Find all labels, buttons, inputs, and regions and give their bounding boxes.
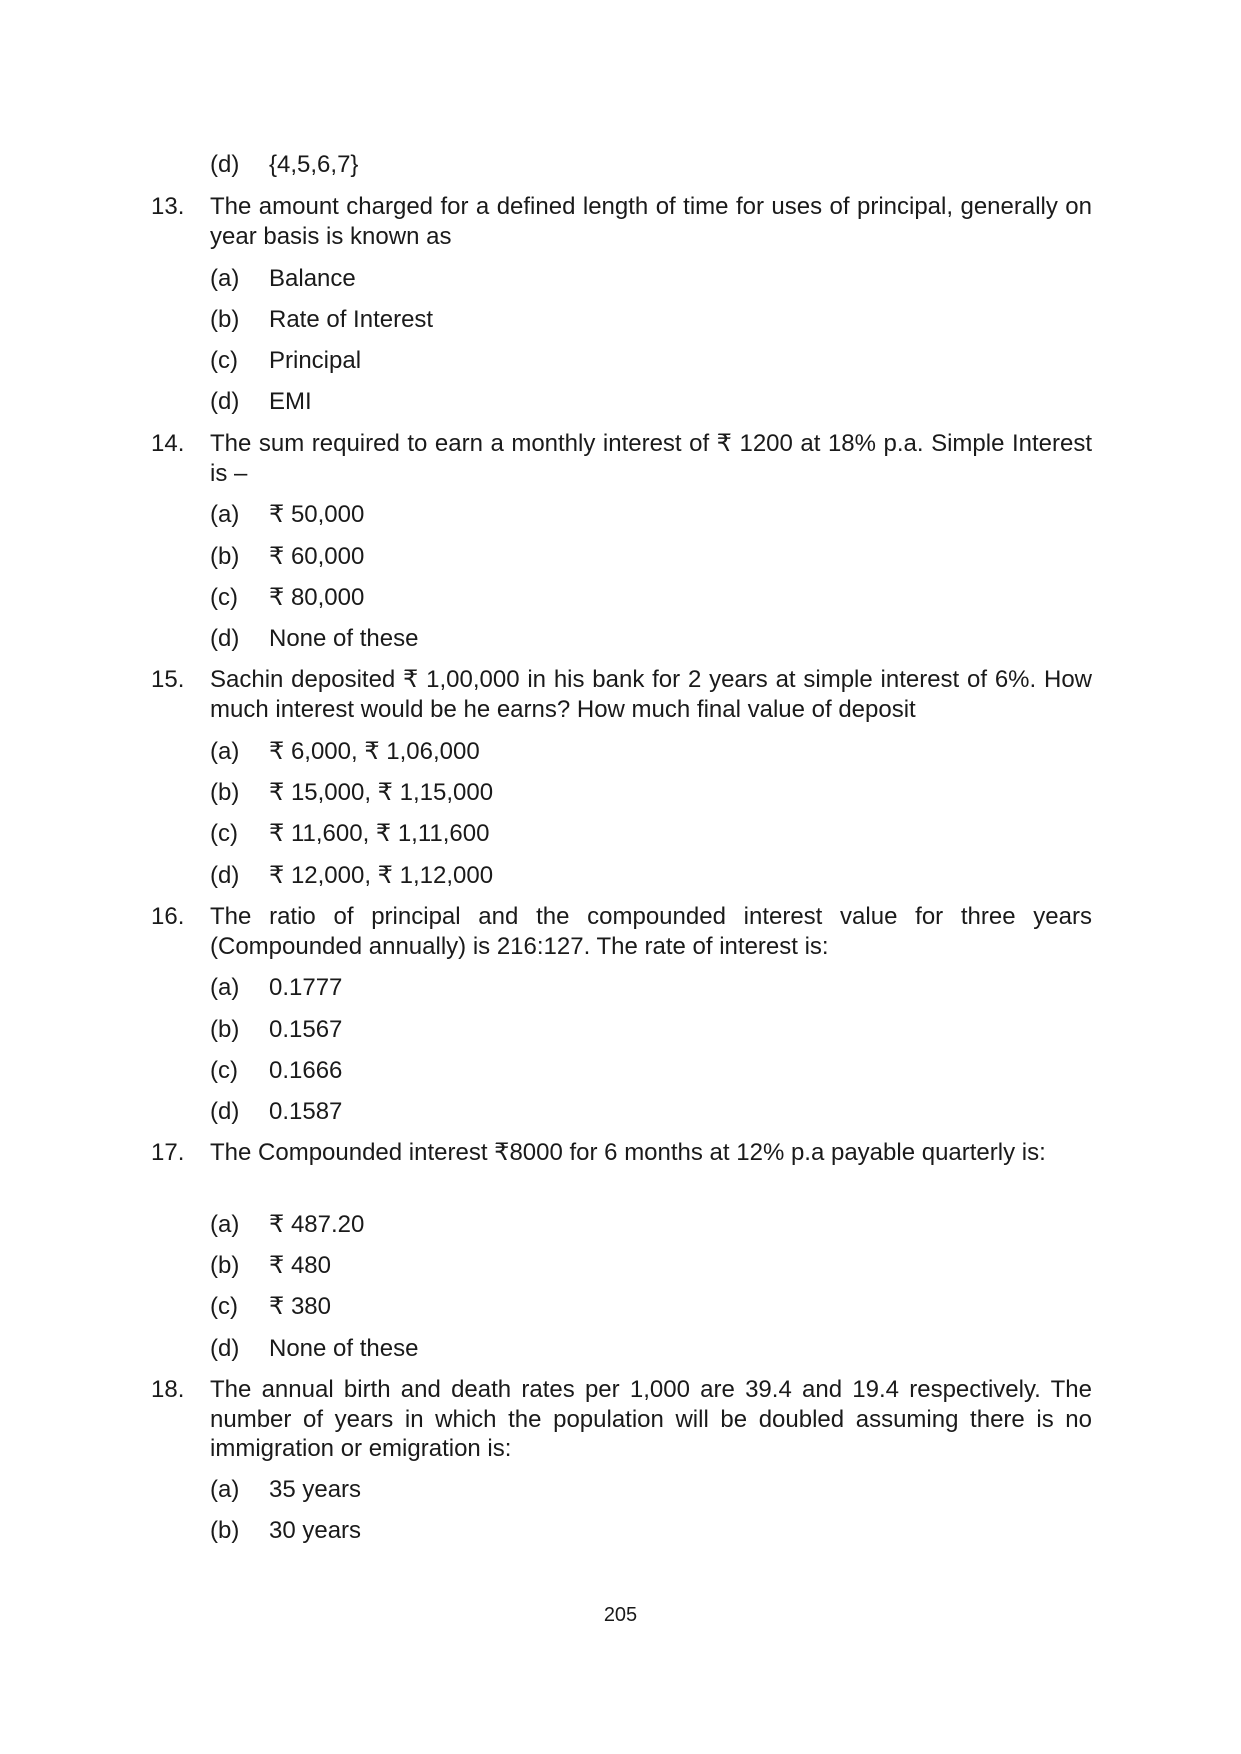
option-text: None of these bbox=[269, 625, 419, 652]
option-label: (a) bbox=[210, 265, 240, 292]
option-text: ₹ 487.20 bbox=[269, 1211, 365, 1238]
option-label: (a) bbox=[210, 974, 240, 1001]
option-text: ₹ 480 bbox=[269, 1252, 331, 1279]
question-text: The annual birth and death rates per 1,000 are 39.4 and 19.4 respectively. The number of years in which the population will be doubled assuming there is no immigration or emigration is: bbox=[210, 1376, 1092, 1462]
option-text: ₹ 12,000, ₹ 1,12,000 bbox=[269, 862, 494, 889]
option-text: Principal bbox=[269, 347, 362, 374]
option-text: 35 years bbox=[269, 1476, 362, 1503]
option-label: (c) bbox=[210, 1293, 238, 1320]
option-label: (b) bbox=[210, 543, 240, 570]
question-number: 16. bbox=[151, 903, 185, 930]
option-text: ₹ 11,600, ₹ 1,11,600 bbox=[269, 820, 490, 847]
option-text: ₹ 50,000 bbox=[269, 501, 365, 528]
option-label: (a) bbox=[210, 1211, 240, 1238]
option-label: (b) bbox=[210, 1016, 240, 1043]
option-text: 30 years bbox=[269, 1517, 362, 1544]
option-label: (c) bbox=[210, 820, 238, 847]
page-number: 205 bbox=[603, 1604, 638, 1626]
option-text: 0.1587 bbox=[269, 1098, 343, 1125]
option-label: (d) bbox=[210, 151, 240, 178]
question-text: The amount charged for a defined length of time for uses of principal, generally on year basis is known as bbox=[210, 193, 1092, 250]
option-label: (c) bbox=[210, 347, 238, 374]
option-text: ₹ 80,000 bbox=[269, 584, 365, 611]
option-label: (a) bbox=[210, 738, 240, 765]
question-text: The sum required to earn a monthly interest of ₹ 1200 at 18% p.a. Simple Interest is – bbox=[210, 430, 1092, 487]
option-label: (a) bbox=[210, 501, 240, 528]
option-text: ₹ 60,000 bbox=[269, 543, 365, 570]
option-text: 0.1567 bbox=[269, 1016, 343, 1043]
option-label: (c) bbox=[210, 584, 238, 611]
question-number: 15. bbox=[151, 666, 185, 693]
option-text: EMI bbox=[269, 388, 312, 415]
option-label: (d) bbox=[210, 625, 240, 652]
option-text: None of these bbox=[269, 1335, 419, 1362]
option-text: 0.1666 bbox=[269, 1057, 343, 1084]
option-text: ₹ 15,000, ₹ 1,15,000 bbox=[269, 779, 494, 806]
option-label: (b) bbox=[210, 306, 240, 333]
option-text: 0.1777 bbox=[269, 974, 343, 1001]
option-label: (b) bbox=[210, 779, 240, 806]
option-label: (d) bbox=[210, 1098, 240, 1125]
question-number: 14. bbox=[151, 430, 185, 457]
question-text: Sachin deposited ₹ 1,00,000 in his bank for 2 years at simple interest of 6%. How much interest would be he earns? How much final value of deposit bbox=[210, 666, 1092, 723]
option-text: Balance bbox=[269, 265, 356, 292]
option-text: ₹ 380 bbox=[269, 1293, 331, 1320]
question-number: 17. bbox=[151, 1139, 185, 1166]
option-text: Rate of Interest bbox=[269, 306, 434, 333]
option-label: (d) bbox=[210, 1335, 240, 1362]
option-label: (b) bbox=[210, 1252, 240, 1279]
question-number: 18. bbox=[151, 1376, 185, 1403]
option-text: ₹ 6,000, ₹ 1,06,000 bbox=[269, 738, 480, 765]
option-label: (d) bbox=[210, 388, 240, 415]
option-label: (c) bbox=[210, 1057, 238, 1084]
option-label: (a) bbox=[210, 1476, 240, 1503]
option-label: (d) bbox=[210, 862, 240, 889]
question-number: 13. bbox=[151, 193, 185, 220]
question-text: The ratio of principal and the compounded interest value for three years (Compounded annually) is 216:127. The rate of interest is: bbox=[210, 903, 1092, 960]
option-label: (b) bbox=[210, 1517, 240, 1544]
question-text: The Compounded interest ₹8000 for 6 months at 12% p.a payable quarterly is: bbox=[210, 1139, 1046, 1166]
option-text: {4,5,6,7} bbox=[269, 151, 359, 178]
